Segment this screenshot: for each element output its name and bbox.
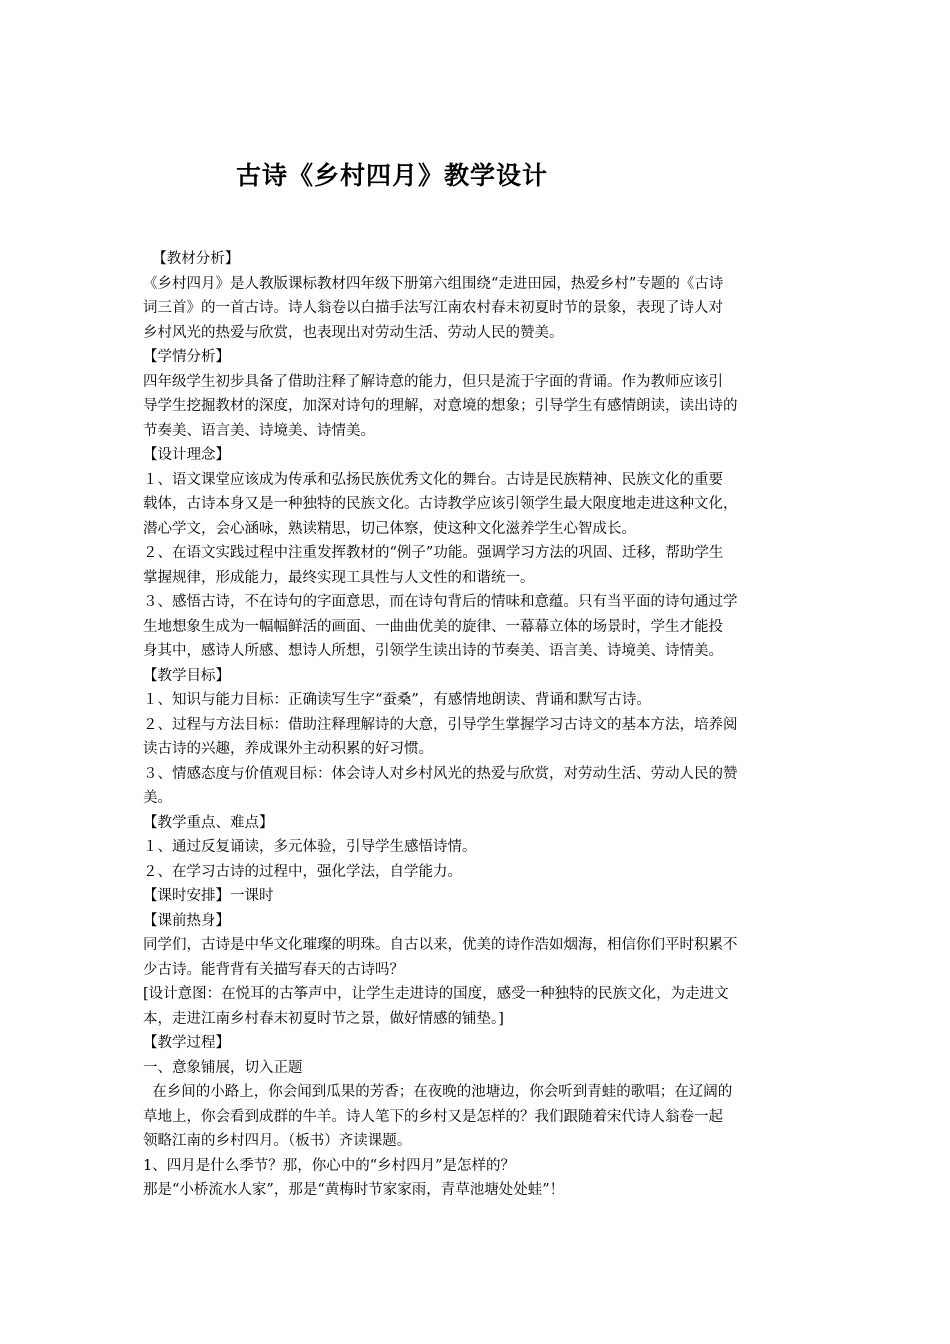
text-line: ３、情感态度与价值观目标：体会诗人对乡村风光的热爱与欣赏，对劳动生活、劳动人民的赞 xyxy=(143,765,738,782)
text-line: 《乡村四月》是人教版课标教材四年级下册第六组围绕“走进田园，热爱乡村”专题的《古诗 xyxy=(143,275,724,292)
text-line: [设计意图：在悦耳的古筝声中，让学生走进诗的国度，感受一种独特的民族文化，为走进文 xyxy=(143,986,729,1002)
text-line: 身其中，感诗人所感、想诗人所想，引领学生读出诗的节奏美、语言美、诗境美、诗情美。 xyxy=(143,643,723,659)
text-line: 美。 xyxy=(143,790,172,806)
text-line: 读古诗的兴趣，养成课外主动积累的好习惯。 xyxy=(143,741,433,757)
document-title: 古诗《乡村四月》教学设计 xyxy=(236,161,549,190)
text-line: 【设计理念】 xyxy=(143,447,230,463)
text-line: 领略江南的乡村四月。（板书）齐读课题。 xyxy=(143,1133,412,1149)
text-line: 潜心学文，会心涵咏，熟读精思，切己体察，使这种文化滋养学生心智成长。 xyxy=(143,520,636,537)
text-line: ２、过程与方法目标：借助注释理解诗的大意，引导学生掌握学习古诗文的基本方法，培养阅 xyxy=(143,716,738,733)
text-line: １、语文课堂应该成为传承和弘扬民族优秀文化的舞台。古诗是民族精神、民族文化的重要 xyxy=(143,471,723,488)
text-line: 生地想象生成为一幅幅鲜活的画面、一曲曲优美的旋律、一幕幕立体的场景时，学生才能投 xyxy=(143,618,723,635)
text-line: 1、四月是什么季节？那，你心中的“乡村四月”是怎样的？ xyxy=(143,1157,516,1174)
text-line: 少古诗。能背背有关描写春天的古诗吗？ xyxy=(143,961,404,978)
text-line: ２、在学习古诗的过程中，强化学法，自学能力。 xyxy=(143,863,462,880)
text-line: 【教学过程】 xyxy=(143,1035,230,1051)
text-line: 【学情分析】 xyxy=(143,349,230,365)
text-line: 那是“小桥流水人家”，那是“黄梅时节家家雨，青草池塘处处蛙”！ xyxy=(143,1182,565,1198)
text-line: 【课时安排】一课时 xyxy=(143,888,274,904)
text-line: 载体，古诗本身又是一种独特的民族文化。古诗教学应该引领学生最大限度地走进这种文化， xyxy=(143,496,738,512)
text-line: 本，走进江南乡村春末初夏时节之景，做好情感的铺垫。] xyxy=(143,1010,504,1027)
text-line: 草地上，你会看到成群的牛羊。诗人笔下的乡村又是怎样的？我们跟随着宋代诗人翁卷一起 xyxy=(143,1108,723,1125)
document-body xyxy=(143,247,813,1203)
text-line: 在乡间的小路上，你会闻到瓜果的芳香；在夜晚的池塘边，你会听到青蛙的歌唱；在辽阔的 xyxy=(143,1084,733,1100)
text-line: 【课前热身】 xyxy=(143,912,230,929)
text-line: ３、感悟古诗，不在诗句的字面意思，而在诗句背后的情味和意蕴。只有当平面的诗句通过学 xyxy=(143,594,738,610)
text-line: ２、在语文实践过程中注重发挥教材的“例子”功能。强调学习方法的巩固、迁移，帮助学生 xyxy=(143,545,724,561)
text-line: 掌握规律，形成能力，最终实现工具性与人文性的和谐统一。 xyxy=(143,569,535,586)
text-line: 【教学目标】 xyxy=(143,667,230,684)
text-line: 一、意象铺展，切入正题 xyxy=(143,1059,303,1076)
text-line: 同学们，古诗是中华文化璀璨的明珠。自古以来，优美的诗作浩如烟海，相信你们平时积累不 xyxy=(143,937,738,953)
text-line: １、知识与能力目标：正确读写生字“蚕桑”，有感情地朗读、背诵和默写古诗。 xyxy=(143,692,651,708)
text-line: 【教材分析】 xyxy=(143,251,240,267)
text-line: 词三首》的一首古诗。诗人翁卷以白描手法写江南农村春末初夏时节的景象，表现了诗人对 xyxy=(143,300,723,316)
text-line: 节奏美、语言美、诗境美、诗情美。 xyxy=(143,422,375,439)
text-line: １、通过反复诵读，多元体验，引导学生感悟诗情。 xyxy=(143,839,477,855)
text-line: 【教学重点、难点】 xyxy=(143,814,274,831)
text-line: 四年级学生初步具备了借助注释了解诗意的能力，但只是流于字面的背诵。作为教师应该引 xyxy=(143,373,723,390)
text-line: 乡村风光的热爱与欣赏，也表现出对劳动生活、劳动人民的赞美。 xyxy=(143,324,564,341)
text-line: 导学生挖掘教材的深度，加深对诗句的理解，对意境的想象；引导学生有感情朗读，读出诗的 xyxy=(143,398,738,414)
